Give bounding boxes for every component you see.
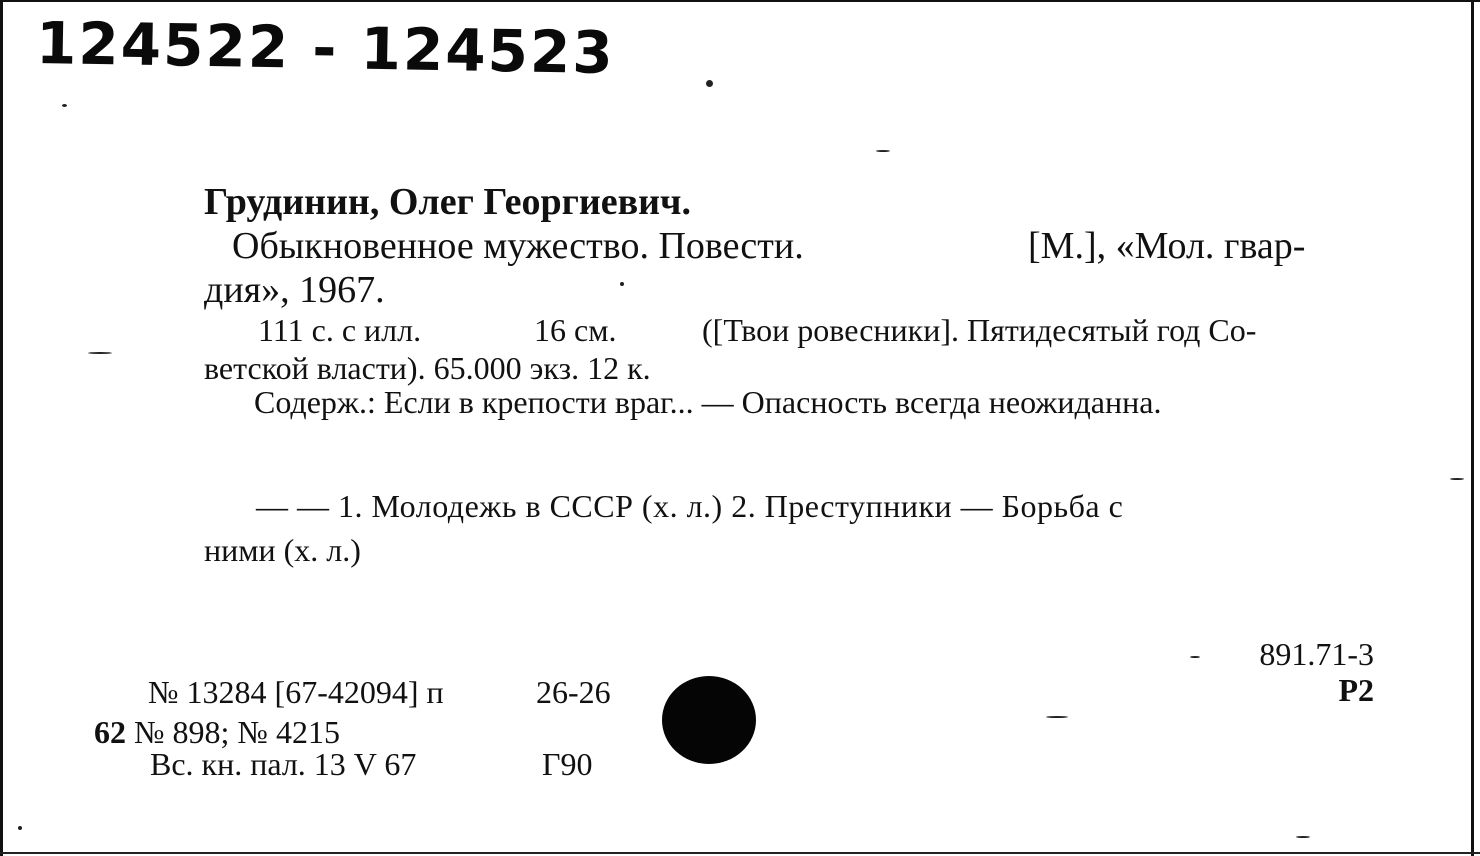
size-text: 16 см.: [534, 312, 617, 348]
classification-number: 891.71-3: [1259, 636, 1374, 672]
card-bottom-edge: [0, 852, 1480, 854]
book-chamber-note: Вс. кн. пал. 13 V 67: [150, 746, 417, 782]
book-chamber-code: Г90: [542, 746, 593, 782]
contents-note: Содерж.: Если в крепости враг... — Опасность всегда неожиданна.: [254, 384, 1162, 420]
scan-speck: [1296, 836, 1310, 838]
scan-speck: [1450, 478, 1464, 480]
registration-number: № 13284 [67-42094] п: [148, 674, 444, 710]
scan-speck: [706, 80, 713, 87]
scan-speck: [876, 150, 890, 152]
scan-speck: [18, 826, 22, 830]
registration-code: 26-26: [536, 674, 611, 710]
punch-hole: [662, 676, 756, 764]
card-right-edge: [1471, 0, 1474, 856]
registration-line-1: [148, 674, 611, 711]
subject-headings-continuation: ними (х. л.): [204, 532, 361, 568]
card-left-edge: [0, 0, 3, 856]
title-line: [232, 224, 1372, 268]
imprint-text: [М.], «Мол. гвар-: [1028, 225, 1306, 267]
scan-speck: [1046, 716, 1068, 718]
series-continuation: ветской власти). 65.000 экз. 12 к.: [204, 350, 651, 386]
scan-speck: [620, 282, 624, 286]
scan-speck: [88, 352, 112, 354]
pages-text: 111 с. с илл.: [258, 312, 422, 348]
registration-prefix: 62: [94, 714, 126, 750]
subject-headings: — — 1. Молодежь в СССР (х. л.) 2. Преступники — Борьба с: [256, 488, 1124, 524]
cutter-number: Р2: [1338, 672, 1374, 708]
registration-line-3: [150, 746, 593, 783]
series-text: ([Твои ровесники]. Пятидесятый год Со-: [702, 312, 1257, 348]
author-heading: Грудинин, Олег Георгиевич.: [204, 181, 691, 223]
scan-speck: [1190, 656, 1200, 658]
card-top-edge: [0, 0, 1480, 2]
imprint-continuation: дия», 1967.: [204, 269, 385, 311]
physical-description-line: [258, 312, 1257, 349]
scan-speck: [62, 104, 67, 107]
classification-block: [1259, 636, 1374, 708]
title-text: Обыкновенное мужество. Повести.: [232, 225, 804, 267]
handwritten-inventory-number: 124522 - 124523: [35, 8, 616, 88]
registration-numbers: № 898; № 4215: [134, 714, 340, 750]
